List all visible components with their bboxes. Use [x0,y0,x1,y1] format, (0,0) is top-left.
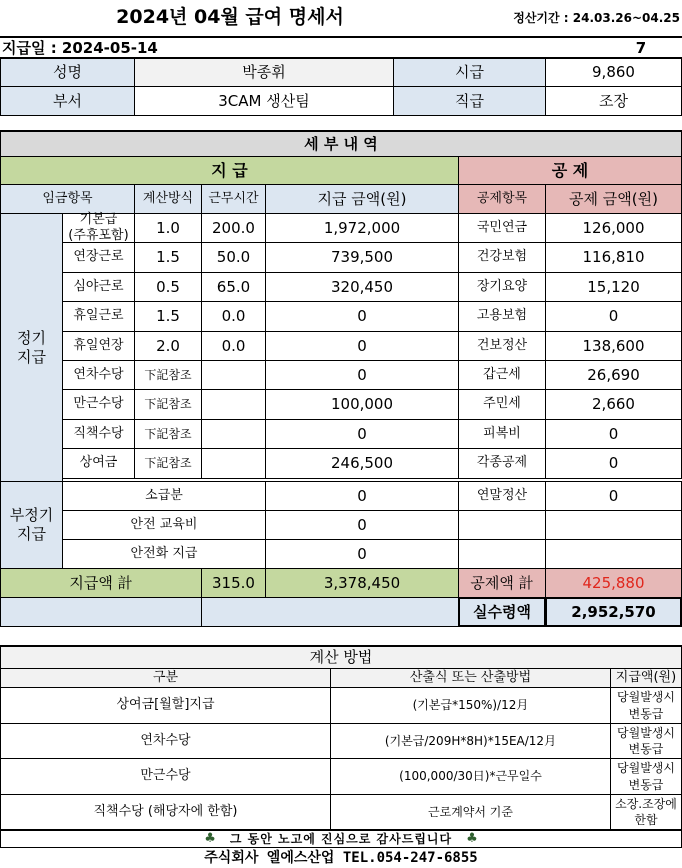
wage-label: 시급 [393,58,546,87]
deduct-amount: 26,690 [545,360,682,390]
irregular-amount: 0 [265,510,459,540]
calc-col-amount: 지급액(원) [610,668,682,688]
deduct-amount: 0 [545,448,682,479]
deduct-item: 건보정산 [458,331,546,361]
rank-label: 직급 [393,86,546,116]
calc-amount: 당월발생시 변동급 [610,758,682,795]
deduct-item: 고용보험 [458,301,546,332]
dept-label: 부서 [0,86,135,116]
calc-amount: 소장.조장에 한함 [610,794,682,830]
col-method: 계산방식 [134,184,202,214]
settlement-period: 정산기간 : 24.03.26~04.25 [513,10,680,25]
pay-method: 下記참조 [134,419,202,449]
pay-method: 1.5 [134,242,202,273]
dept-value: 3CAM 생산팀 [134,86,394,116]
calc-section-title: 계산 방법 [0,645,682,669]
thanks-message: 그 동안 노고에 진심으로 감사드립니다 [229,831,453,846]
pay-hours [201,419,266,449]
calc-formula: (기본급*150%)/12月 [330,687,611,724]
pay-amount: 739,500 [265,242,459,273]
total-deduct: 425,880 [545,568,682,598]
deduct-amount [545,539,682,569]
deduct-amount: 0 [545,419,682,449]
pay-method: 下記참조 [134,448,202,479]
calc-amount: 당월발생시 변동급 [610,723,682,759]
pay-header: 지 급 [0,156,459,185]
pay-item: 심야근로 [62,272,135,302]
calc-type: 상여금[월할]지급 [0,687,331,724]
page-number: 7 [635,38,647,57]
total-hours: 315.0 [201,568,266,598]
calc-col-formula: 산출식 또는 산출방법 [330,668,611,688]
deduct-item [458,539,546,569]
deduct-header: 공 제 [458,156,682,185]
deduct-amount: 0 [545,301,682,332]
pay-hours: 200.0 [201,213,266,243]
pay-amount: 0 [265,419,459,449]
pay-amount: 320,450 [265,272,459,302]
irregular-amount: 0 [265,481,459,511]
col-amount: 지급 금액(원) [265,184,459,214]
pay-method: 1.5 [134,301,202,332]
deduct-item: 건강보험 [458,242,546,273]
deduct-item: 국민연금 [458,213,546,243]
pay-amount: 0 [265,301,459,332]
pay-hours: 0.0 [201,331,266,361]
col-hours: 근무시간 [201,184,266,214]
pay-item: 상여금 [62,448,135,479]
col-deduct-amount: 공제 금액(원) [545,184,682,214]
calc-type: 만근수당 [0,758,331,795]
deduct-amount: 15,120 [545,272,682,302]
pay-item: 연장근로 [62,242,135,273]
calc-formula: (100,000/30日)*근무일수 [330,758,611,795]
irregular-item: 소급분 [62,481,266,511]
company-line: 주식회사 엘에스산업 TEL.054-247-6855 [204,849,478,866]
name-label: 성명 [0,58,135,87]
pay-item: 휴일근로 [62,301,135,332]
pay-method: 下記참조 [134,389,202,420]
pay-date: 지급일 : 2024-05-14 [2,38,158,57]
irregular-item: 안전 교육비 [62,510,266,540]
group-regular: 정기 지급 [0,213,63,482]
deduct-amount: 116,810 [545,242,682,273]
pay-method: 2.0 [134,331,202,361]
rank-value: 조장 [545,86,682,116]
calc-type: 연차수당 [0,723,331,759]
deduct-amount: 0 [545,481,682,511]
calc-formula: 근로계약서 기준 [330,794,611,830]
deduct-item: 피복비 [458,419,546,449]
pay-item: 연차수당 [62,360,135,390]
net-spacer-left [0,597,202,627]
deduct-item: 각종공제 [458,448,546,479]
thanks-bar [0,830,682,848]
col-deduct-item: 공제항목 [458,184,546,214]
pay-hours [201,448,266,479]
net-value: 2,952,570 [545,597,682,627]
deduct-amount [545,510,682,540]
pay-hours [201,360,266,390]
deduct-item [458,510,546,540]
pay-item: 휴일연장 [62,331,135,361]
detail-section-title: 세 부 내 역 [0,130,682,157]
total-pay-label: 지급액 計 [0,568,202,598]
name-value: 박종휘 [134,58,394,87]
pay-hours: 50.0 [201,242,266,273]
clover-icon: ♣ [466,830,478,846]
pay-item: 만근수당 [62,389,135,420]
employee-info [0,58,682,116]
calc-type: 직책수당 (해당자에 한함) [0,794,331,830]
net-label: 실수령액 [458,597,546,627]
group-irregular: 부정기 지급 [0,481,63,569]
pay-method: 1.0 [134,213,202,243]
pay-item: 직책수당 [62,419,135,449]
pay-amount: 100,000 [265,389,459,420]
calc-formula: (기본급/209H*8H)*15EA/12月 [330,723,611,759]
net-spacer-mid [201,597,459,627]
statement-title: 2024년 04월 급여 명세서 [116,6,344,29]
deduct-amount: 2,660 [545,389,682,420]
pay-hours [201,389,266,420]
pay-amount: 246,500 [265,448,459,479]
pay-item: 기본급 (주휴포함) [62,213,135,243]
pay-amount: 1,972,000 [265,213,459,243]
deduct-item: 연말정산 [458,481,546,511]
pay-method: 0.5 [134,272,202,302]
pay-amount: 0 [265,360,459,390]
clover-icon: ♣ [204,830,216,846]
pay-method: 下記참조 [134,360,202,390]
calc-col-type: 구분 [0,668,331,688]
pay-amount: 0 [265,331,459,361]
pay-hours: 65.0 [201,272,266,302]
calc-amount: 당월발생시 변동급 [610,687,682,724]
irregular-item: 안전화 지급 [62,539,266,569]
deduct-amount: 138,600 [545,331,682,361]
wage-value: 9,860 [545,58,682,87]
deduct-item: 갑근세 [458,360,546,390]
deduct-amount: 126,000 [545,213,682,243]
pay-hours: 0.0 [201,301,266,332]
total-deduct-label: 공제액 計 [458,568,546,598]
total-pay: 3,378,450 [265,568,459,598]
col-item: 임금항목 [0,184,135,214]
deduct-item: 장기요양 [458,272,546,302]
deduct-item: 주민세 [458,389,546,420]
irregular-amount: 0 [265,539,459,569]
